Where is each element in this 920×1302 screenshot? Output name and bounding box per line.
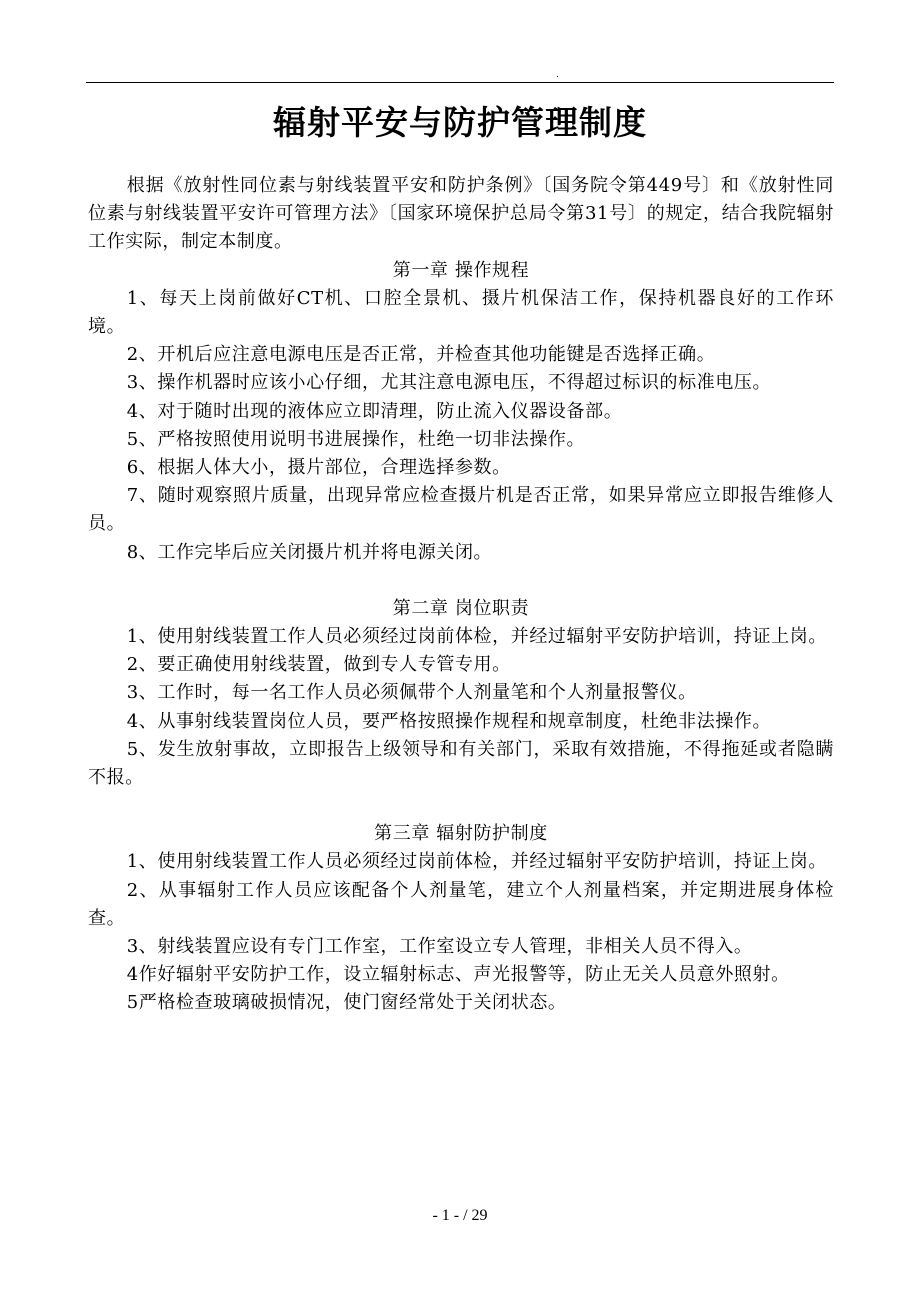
chapter-1-item-7: 7、随时观察照片质量，出现异常应检查摄片机是否正常，如果异常应立即报告维修人员。 — [88, 485, 834, 535]
chapter-1-item-5: 5、严格按照使用说明书进展操作，杜绝一切非法操作。 — [126, 428, 586, 450]
intro-paragraph: 根据《放射性同位素与射线装置平安和防护条例》〔国务院令第449号〕和《放射性同位素与射线装置平安许可管理方法》〔国家环境保护总局令第31号〕的规定，结合我院辐射工作实际，制定本制度。 — [88, 175, 834, 253]
chapter-1-item-1: 1、每天上岗前做好CT机、口腔全景机、摄片机保洁工作，保持机器良好的工作环境。 — [88, 287, 834, 338]
chapter-3-heading: 第三章 辐射防护制度 — [374, 823, 548, 845]
chapter-2-item-1: 1、使用射线装置工作人员必须经过岗前体检，并经过辐射平安防护培训，持证上岗。 — [126, 626, 827, 648]
chapter-1-item-2: 2、开机后应注意电源电压是否正常，并检查其他功能键是否选择正确。 — [126, 344, 716, 366]
document-body — [88, 172, 834, 1018]
chapter-3-item-4: 4作好辐射平安防护工作，设立辐射标志、声光报警等，防止无关人员意外照射。 — [126, 964, 790, 986]
chapter-3-item-1: 1、使用射线装置工作人员必须经过岗前体检，并经过辐射平安防护培训，持证上岗。 — [126, 851, 827, 873]
chapter-2-item-4: 4、从事射线装置岗位人员，要严格按照操作规程和规章制度，杜绝非法操作。 — [126, 710, 772, 732]
chapter-1-item-8: 8、工作完毕后应关闭摄片机并将电源关闭。 — [126, 541, 493, 563]
chapter-1-item-3: 3、操作机器时应该小心仔细，尤其注意电源电压，不得超过标识的标准电压。 — [126, 372, 772, 394]
chapter-2-item-3: 3、工作时，每一名工作人员必须佩带个人剂量笔和个人剂量报警仪。 — [126, 682, 697, 704]
chapter-3-item-2: 2、从事辐射工作人员应该配备个人剂量笔，建立个人剂量档案，并定期进展身体检查。 — [88, 879, 834, 929]
header-mark: . — [556, 70, 559, 80]
chapter-2-heading: 第二章 岗位职责 — [392, 597, 530, 619]
document-title: 辐射平安与防护管理制度 — [273, 103, 647, 142]
chapter-1-heading: 第一章 操作规程 — [392, 259, 530, 281]
chapter-3-item-3: 3、射线装置应设有专门工作室，工作室设立专人管理，非相关人员不得入。 — [126, 936, 753, 958]
chapter-1-item-6: 6、根据人体大小，摄片部位，合理选择参数。 — [126, 457, 511, 479]
chapter-1-item-4: 4、对于随时出现的液体应立即清理，防止流入仪器设备部。 — [126, 400, 623, 422]
chapter-2-item-5: 5、发生放射事故，立即报告上级领导和有关部门，采取有效措施，不得拖延或者隐瞒不报。 — [88, 738, 834, 789]
chapter-2-item-2: 2、要正确使用射线装置，做到专人专管专用。 — [126, 654, 511, 676]
page-number: - 1 - / 29 — [432, 1207, 488, 1224]
chapter-3-item-5: 5严格检查玻璃破损情况，使门窗经常处于关闭状态。 — [126, 992, 567, 1014]
header-rule — [86, 82, 834, 83]
